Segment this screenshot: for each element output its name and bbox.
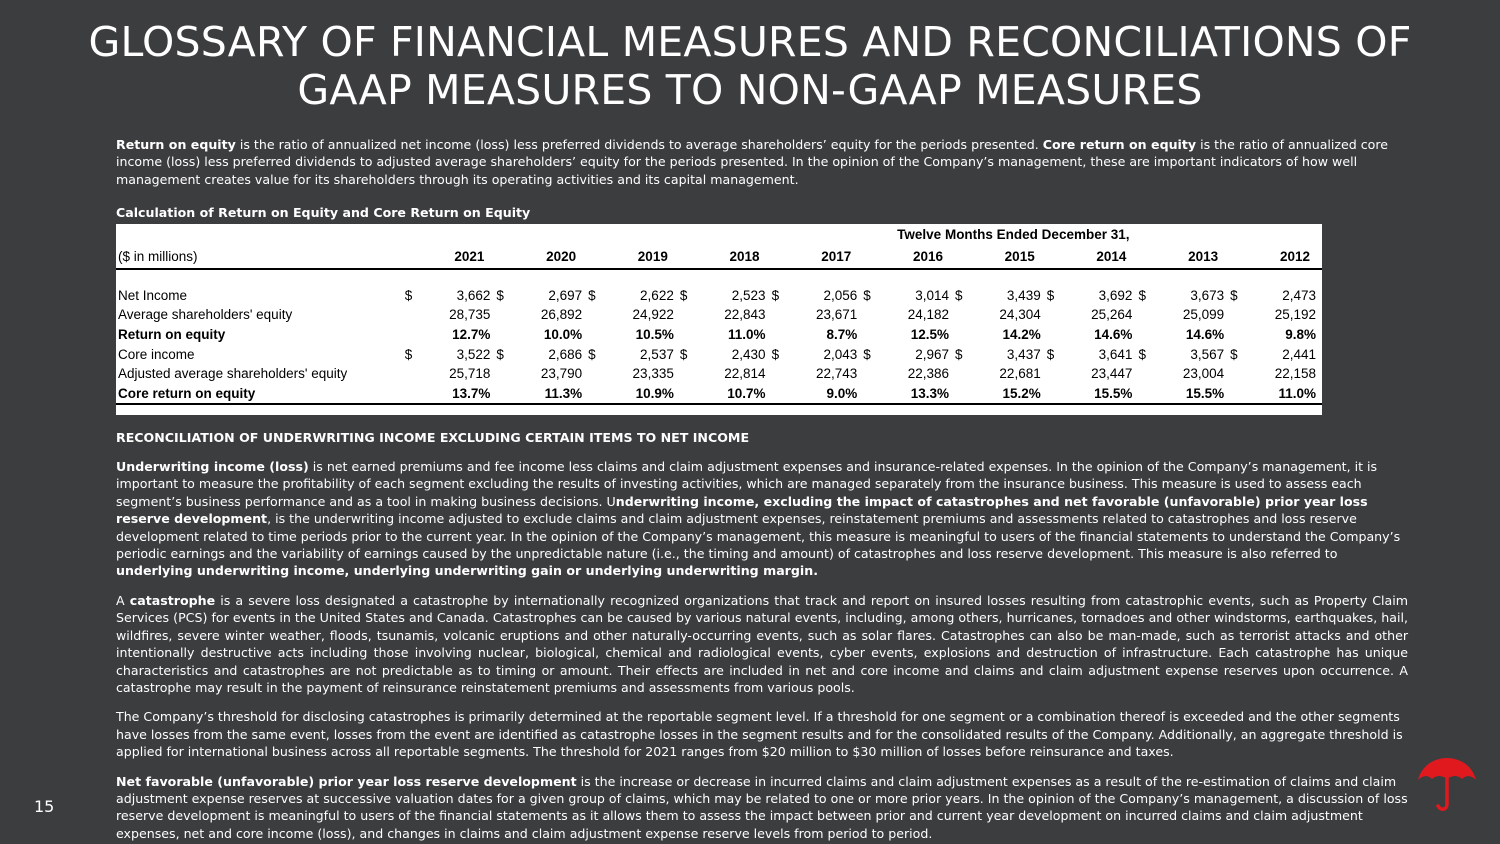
table-row — [116, 286, 1322, 306]
currency-symbol — [772, 325, 785, 345]
year-header: 2019 — [637, 248, 668, 264]
cell-value: 14.2% — [1002, 326, 1041, 342]
cat-term: catastrophe — [129, 592, 216, 608]
cell-value: 10.0% — [543, 326, 583, 342]
currency-symbol — [955, 325, 968, 345]
currency-symbol — [1138, 364, 1151, 384]
page-number: 15 — [34, 797, 55, 816]
currency-symbol — [772, 305, 785, 325]
cell-value: 13.3% — [910, 385, 949, 401]
currency-symbol — [405, 364, 418, 384]
currency-symbol — [1047, 305, 1060, 325]
cell-value: 22,814 — [724, 366, 766, 382]
umbrella-icon — [1416, 756, 1478, 814]
currency-symbol — [1138, 384, 1151, 405]
year-header: 2015 — [1004, 248, 1035, 264]
row-label: Return on equity — [118, 326, 226, 342]
cell-value: 2,622 — [640, 287, 674, 303]
currency-symbol — [1230, 364, 1243, 384]
currency-symbol — [496, 384, 509, 405]
cell-value: 22,158 — [1274, 366, 1316, 382]
table-period-header-row — [116, 224, 1322, 246]
currency-symbol — [680, 305, 693, 325]
row-label: Net Income — [118, 287, 188, 303]
pyd-text: is the increase or decrease in incurred claims and claim adjustment expenses as a result of the re-estimation of claims and claim adjustment expense reserves at successive valuation dates for a given group of claims, which may be related to one or more prior years. In the opinion of the Company’s management, a discussion of loss reserve development is meaningful to users of the financial statements as it allows them to assess the impact between prior and current year development on incurred claims and claim adjustment expenses, net and core income (loss), and changes in claims and claim adjustment expense reserve levels from period to period. — [116, 773, 1408, 841]
page-title-line-1: GLOSSARY OF FINANCIAL MEASURES AND RECONCILIATIONS OF — [88, 18, 1412, 66]
row-label: Adjusted average shareholders' equity — [118, 366, 348, 382]
underwriting-definition — [116, 458, 1408, 580]
cell-value: 2,537 — [640, 346, 674, 362]
year-header: 2016 — [912, 248, 943, 264]
recon-heading: RECONCILIATION OF UNDERWRITING INCOME EXCLUDING CERTAIN ITEMS TO NET INCOME — [116, 429, 750, 445]
currency-symbol: $ — [1046, 346, 1055, 362]
currency-symbol: $ — [679, 346, 688, 362]
cell-value: 2,430 — [731, 346, 766, 362]
page-title-line-2: GAAP MEASURES TO NON-GAAP MEASURES — [297, 66, 1203, 114]
roe-definition — [116, 136, 1408, 188]
currency-symbol — [405, 305, 418, 325]
cell-value: 3,567 — [1190, 346, 1225, 362]
calc-heading: Calculation of Return on Equity and Core Return on Equity — [116, 205, 531, 221]
currency-symbol — [1138, 325, 1151, 345]
cell-value: 23,335 — [632, 366, 674, 382]
cell-value: 3,014 — [915, 287, 949, 303]
currency-symbol — [588, 364, 601, 384]
cell-value: 11.0% — [1278, 385, 1316, 401]
currency-symbol — [955, 364, 968, 384]
cell-value: 2,441 — [1282, 346, 1316, 362]
currency-symbol: $ — [955, 287, 963, 303]
year-header: 2013 — [1188, 248, 1219, 264]
currency-symbol — [772, 364, 785, 384]
currency-symbol: $ — [863, 287, 871, 303]
currency-symbol — [405, 384, 418, 405]
cell-value: 11.0% — [728, 326, 766, 342]
cell-value: 23,671 — [815, 307, 858, 323]
cell-value: 25,718 — [449, 366, 491, 382]
currency-symbol — [1230, 325, 1243, 345]
cell-value: 3,673 — [1190, 287, 1225, 303]
currency-symbol — [863, 364, 876, 384]
roe-term: Return on equity — [116, 137, 236, 152]
cell-value: 10.9% — [635, 385, 674, 401]
cell-value: 24,182 — [907, 307, 949, 323]
cell-value: 25,192 — [1274, 307, 1316, 323]
currency-symbol: $ — [404, 287, 413, 303]
currency-symbol: $ — [404, 346, 413, 362]
cell-value: 23,790 — [540, 366, 583, 382]
cell-value: 10.7% — [727, 385, 766, 401]
year-header: 2018 — [729, 248, 760, 264]
row-label: Core income — [118, 346, 195, 362]
cell-value: 14.6% — [1185, 326, 1225, 342]
year-header: 2014 — [1096, 248, 1127, 264]
cell-value: 13.7% — [452, 385, 491, 401]
threshold-paragraph: The Company’s threshold for disclosing catastrophes is primarily determined at the reportable segment level. If a threshold for one segment or a combination thereof is exceeded and the other segments have losses from the same event, losses from the event are identified as catastrophe losses in the segment results and for the consolidated results of the Company. Additionally, an aggregate threshold is applied for international business across all reportable segments. The threshold for 2021 ranges from $20 million to $30 million of losses before reinsurance and taxes. — [116, 709, 1403, 760]
uw-term-2: nderwriting income, excluding the impact of catastrophes and net favorable (unfavorable) prior year loss reserve development — [116, 493, 1368, 527]
cell-value: 22,843 — [724, 307, 766, 323]
currency-symbol — [588, 384, 601, 405]
currency-symbol — [405, 325, 418, 345]
currency-symbol — [863, 305, 876, 325]
cell-value: 2,697 — [548, 287, 583, 303]
cat-text-1: is a severe loss designated a catastrophe by internationally recognized organizations that track and report on insured losses resulting from catastrophic events, such as Property Claim Services (PCS) for events in the United States and Canada. Catastrophes can be caused by various natural events, including, among others, hurricanes, tornadoes and other windstorms, earthquakes, hail, wildfires, severe winter weather, floods, tsunamis, volcanic eruptions and other naturally-occurring events, such as solar flares. Catastrophes can also be man-made, such as terrorist attacks and other intentionally destructive acts including those involving nuclear, biological, chemical and radiological events, cyber events, explosions and destruction of infrastructure. Each catastrophe has unique characteristics and catastrophes are not predictable as to timing or amount. Their effects are included in net and core income and claims and claim adjustment expense reserves upon occurrence. A catastrophe may result in the payment of reinsurance reinstatement premiums and assessments from various pools. — [116, 592, 1409, 695]
currency-symbol — [588, 305, 601, 325]
currency-symbol — [1047, 364, 1060, 384]
roe-text-2: is the ratio of annualized core income (loss) less preferred dividends to adjusted average shareholders’ equity for the periods presented. In the opinion of the Company’s management, these are important indicators of how well management creates value for its shareholders through its operating activities and its capital management. — [116, 137, 1389, 187]
cell-value: 22,681 — [999, 366, 1041, 382]
table-row — [116, 325, 1322, 345]
cell-value: 15.2% — [1002, 385, 1041, 401]
currency-symbol — [863, 384, 876, 405]
currency-symbol: $ — [588, 346, 596, 362]
cell-value: 9.0% — [826, 385, 858, 401]
core-roe-term: Core return on equity — [1042, 137, 1197, 152]
currency-symbol — [680, 364, 693, 384]
catastrophe-definition — [116, 592, 1408, 696]
table-row — [116, 344, 1322, 364]
currency-symbol: $ — [588, 287, 596, 303]
uw-term-3: underlying underwriting income, underlying underwriting gain or underlying underwriting margin. — [116, 563, 818, 579]
cell-value: 12.5% — [910, 326, 949, 342]
cell-value: 22,386 — [907, 366, 949, 382]
currency-symbol: $ — [1046, 287, 1055, 303]
currency-symbol: $ — [1230, 287, 1238, 303]
pyd-term: Net favorable (unfavorable) prior year loss reserve development — [116, 773, 577, 789]
uw-term: Underwriting income (loss) — [116, 459, 309, 475]
row-label: Average shareholders' equity — [118, 307, 293, 323]
currency-symbol — [1230, 384, 1243, 405]
currency-symbol: $ — [1230, 346, 1238, 362]
period-header: Twelve Months Ended December 31, — [897, 226, 1130, 242]
table-row — [116, 364, 1322, 384]
cell-value: 3,692 — [1098, 287, 1133, 303]
cell-value: 22,743 — [815, 366, 858, 382]
cell-value: 24,304 — [999, 307, 1041, 323]
currency-symbol — [680, 384, 693, 405]
year-header: 2021 — [454, 248, 485, 264]
roe-text-1: is the ratio of annualized net income (loss) less preferred dividends to average shareholders’ equity for the periods presented. — [235, 137, 1043, 152]
page-title — [0, 18, 1500, 114]
year-header: 2012 — [1279, 248, 1310, 264]
cell-value: 23,004 — [1182, 366, 1225, 382]
cell-value: 3,437 — [1006, 346, 1041, 362]
currency-symbol — [955, 384, 968, 405]
cell-value: 2,043 — [823, 346, 858, 362]
unit-label: ($ in millions) — [118, 248, 198, 264]
currency-symbol: $ — [1138, 287, 1146, 303]
cell-value: 25,264 — [1091, 307, 1133, 323]
currency-symbol: $ — [771, 346, 780, 362]
cell-value: 11.3% — [544, 385, 583, 401]
cell-value: 9.8% — [1285, 326, 1316, 342]
currency-symbol — [1230, 305, 1243, 325]
currency-symbol — [863, 325, 876, 345]
currency-symbol: $ — [679, 287, 688, 303]
cell-value: 26,892 — [540, 307, 583, 323]
currency-symbol — [955, 305, 968, 325]
currency-symbol: $ — [863, 346, 871, 362]
year-header: 2017 — [821, 248, 852, 264]
uw-text-1: is net earned premiums and fee income less claims and claim adjustment expenses and insurance-related expenses. In the opinion of the Company’s management, it is important to measure the profitability of each segment excluding the results of investing activities, which are managed separately from the insurance business. This measure is used to assess each segment’s business performance and as a tool in making business decisions. U — [116, 459, 1378, 509]
currency-symbol — [772, 384, 785, 405]
cell-value: 12.7% — [452, 326, 491, 342]
cell-value: 3,641 — [1098, 346, 1133, 362]
currency-symbol — [496, 364, 509, 384]
pyd-definition — [116, 773, 1408, 843]
uw-text-2: , is the underwriting income adjusted to exclude claims and claim adjustment expenses, reinstatement premiums and assessments related to catastrophes and loss reserve development related to time periods prior to the current year. In the opinion of the Company’s management, this measure is meaningful to users of the financial statements to understand the Company’s periodic earnings and the variability of earnings caused by the unpredictable nature (i.e., the timing and amount) of catastrophes and loss reserve development. This measure is also referred to — [116, 511, 1401, 562]
currency-symbol — [1047, 325, 1060, 345]
cell-value: 2,686 — [548, 346, 583, 362]
currency-symbol — [496, 305, 509, 325]
row-label: Core return on equity — [118, 385, 256, 401]
currency-symbol: $ — [771, 287, 780, 303]
cell-value: 15.5% — [1185, 385, 1225, 401]
cell-value: 3,439 — [1006, 287, 1041, 303]
cell-value: 14.6% — [1094, 326, 1133, 342]
cell-value: 2,523 — [731, 287, 766, 303]
table-year-header-row — [116, 246, 1322, 269]
currency-symbol: $ — [1138, 346, 1146, 362]
table-row — [116, 384, 1322, 405]
cell-value: 25,099 — [1182, 307, 1225, 323]
currency-symbol — [588, 325, 601, 345]
cell-value: 28,735 — [449, 307, 491, 323]
cell-value: 23,447 — [1091, 366, 1133, 382]
cell-value: 2,473 — [1282, 287, 1316, 303]
table-row — [116, 305, 1322, 325]
currency-symbol — [1138, 305, 1151, 325]
cell-value: 15.5% — [1094, 385, 1133, 401]
currency-symbol: $ — [955, 346, 963, 362]
currency-symbol — [680, 325, 693, 345]
roe-table — [116, 224, 1322, 415]
currency-symbol: $ — [496, 287, 504, 303]
cell-value: 2,967 — [915, 346, 949, 362]
cat-text-0: A — [116, 592, 130, 608]
cell-value: 24,922 — [632, 307, 674, 323]
cell-value: 8.7% — [826, 326, 858, 342]
year-header: 2020 — [546, 248, 577, 264]
currency-symbol — [496, 325, 509, 345]
currency-symbol — [1047, 384, 1060, 405]
main-content — [116, 136, 1408, 842]
currency-symbol: $ — [496, 346, 504, 362]
cell-value: 10.5% — [635, 326, 674, 342]
cell-value: 3,662 — [456, 287, 491, 303]
cell-value: 2,056 — [823, 287, 858, 303]
cell-value: 3,522 — [456, 346, 491, 362]
